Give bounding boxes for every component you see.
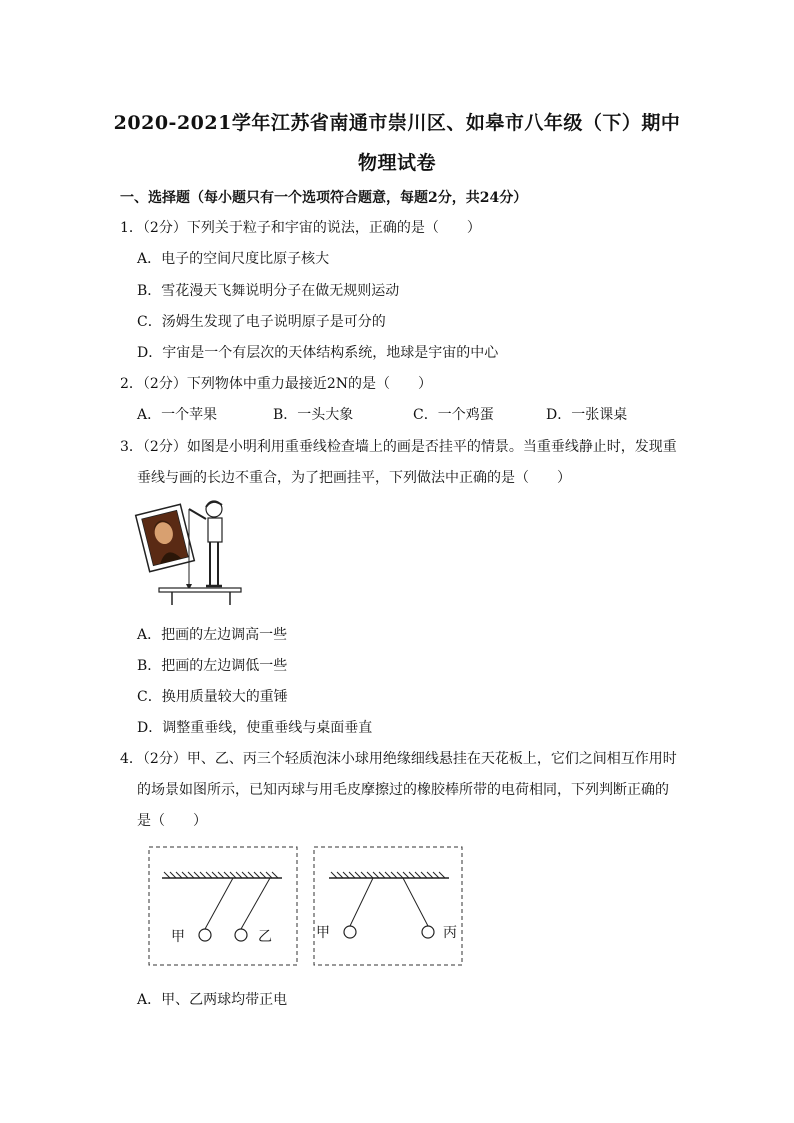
question-3-stem-line1: 3．（2分）如图是小明利用重垂线检查墙上的画是否挂平的情景。当重垂线静止时，发现重 <box>120 439 677 455</box>
question-2-option-d: D．一张课桌 <box>546 407 628 423</box>
question-4-stem-line1: 4．（2分）甲、乙、丙三个轻质泡沫小球用绝缘细线悬挂在天花板上，它们之间相互作用时 <box>120 751 677 767</box>
question-3-option-c: C．换用质量较大的重锤 <box>137 689 288 705</box>
label-jia-left: 甲 <box>171 929 185 945</box>
question-1-option-b: B．雪花漫天飞舞说明分子在做无规则运动 <box>137 283 400 299</box>
label-jia-right: 甲 <box>316 925 330 941</box>
question-1-option-c: C．汤姆生发现了电子说明原子是可分的 <box>137 314 386 330</box>
question-3-option-a: A．把画的左边调高一些 <box>137 627 288 643</box>
question-4-option-a: A．甲、乙两球均带正电 <box>137 992 288 1008</box>
question-4-stem-line3: 是（ ） <box>137 813 207 829</box>
question-3-stem-line2: 垂线与画的长边不重合，为了把画挂平，下列做法中正确的是（ ） <box>137 470 571 486</box>
exam-title-line2: 物理试卷 <box>357 152 436 174</box>
question-1-stem: 1．（2分）下列关于粒子和宇宙的说法，正确的是（ ） <box>120 220 481 236</box>
section-heading-choice: 一、选择题（每小题只有一个选项符合题意，每题2分，共24分） <box>120 190 528 206</box>
label-bing: 丙 <box>443 925 457 941</box>
question-1-option-d: D．宇宙是一个有层次的天体结构系统，地球是宇宙的中心 <box>137 345 499 361</box>
question-2-stem: 2．（2分）下列物体中重力最接近2N的是（ ） <box>120 376 432 392</box>
question-4-stem-line2: 的场景如图所示，已知丙球与用毛皮摩擦过的橡胶棒所带的电荷相同，下列判断正确的 <box>137 782 669 798</box>
question-1-option-a: A．电子的空间尺度比原子核大 <box>137 251 330 267</box>
question-3-option-b: B．把画的左边调低一些 <box>137 658 288 674</box>
question-2-option-a: A．一个苹果 <box>137 407 218 423</box>
question-3-figure-picture-plumb-line <box>132 495 247 607</box>
exam-title-line1: 2020-2021学年江苏省南通市崇川区、如皋市八年级（下）期中 <box>113 112 681 134</box>
question-4-figure-jia-yi <box>148 846 298 966</box>
label-yi: 乙 <box>258 929 272 945</box>
question-2-option-b: B．一头大象 <box>273 407 354 423</box>
question-4-figure-jia-bing <box>313 846 463 966</box>
question-2-option-c: C．一个鸡蛋 <box>413 407 494 423</box>
question-3-option-d: D．调整重垂线，使重垂线与桌面垂直 <box>137 720 373 736</box>
